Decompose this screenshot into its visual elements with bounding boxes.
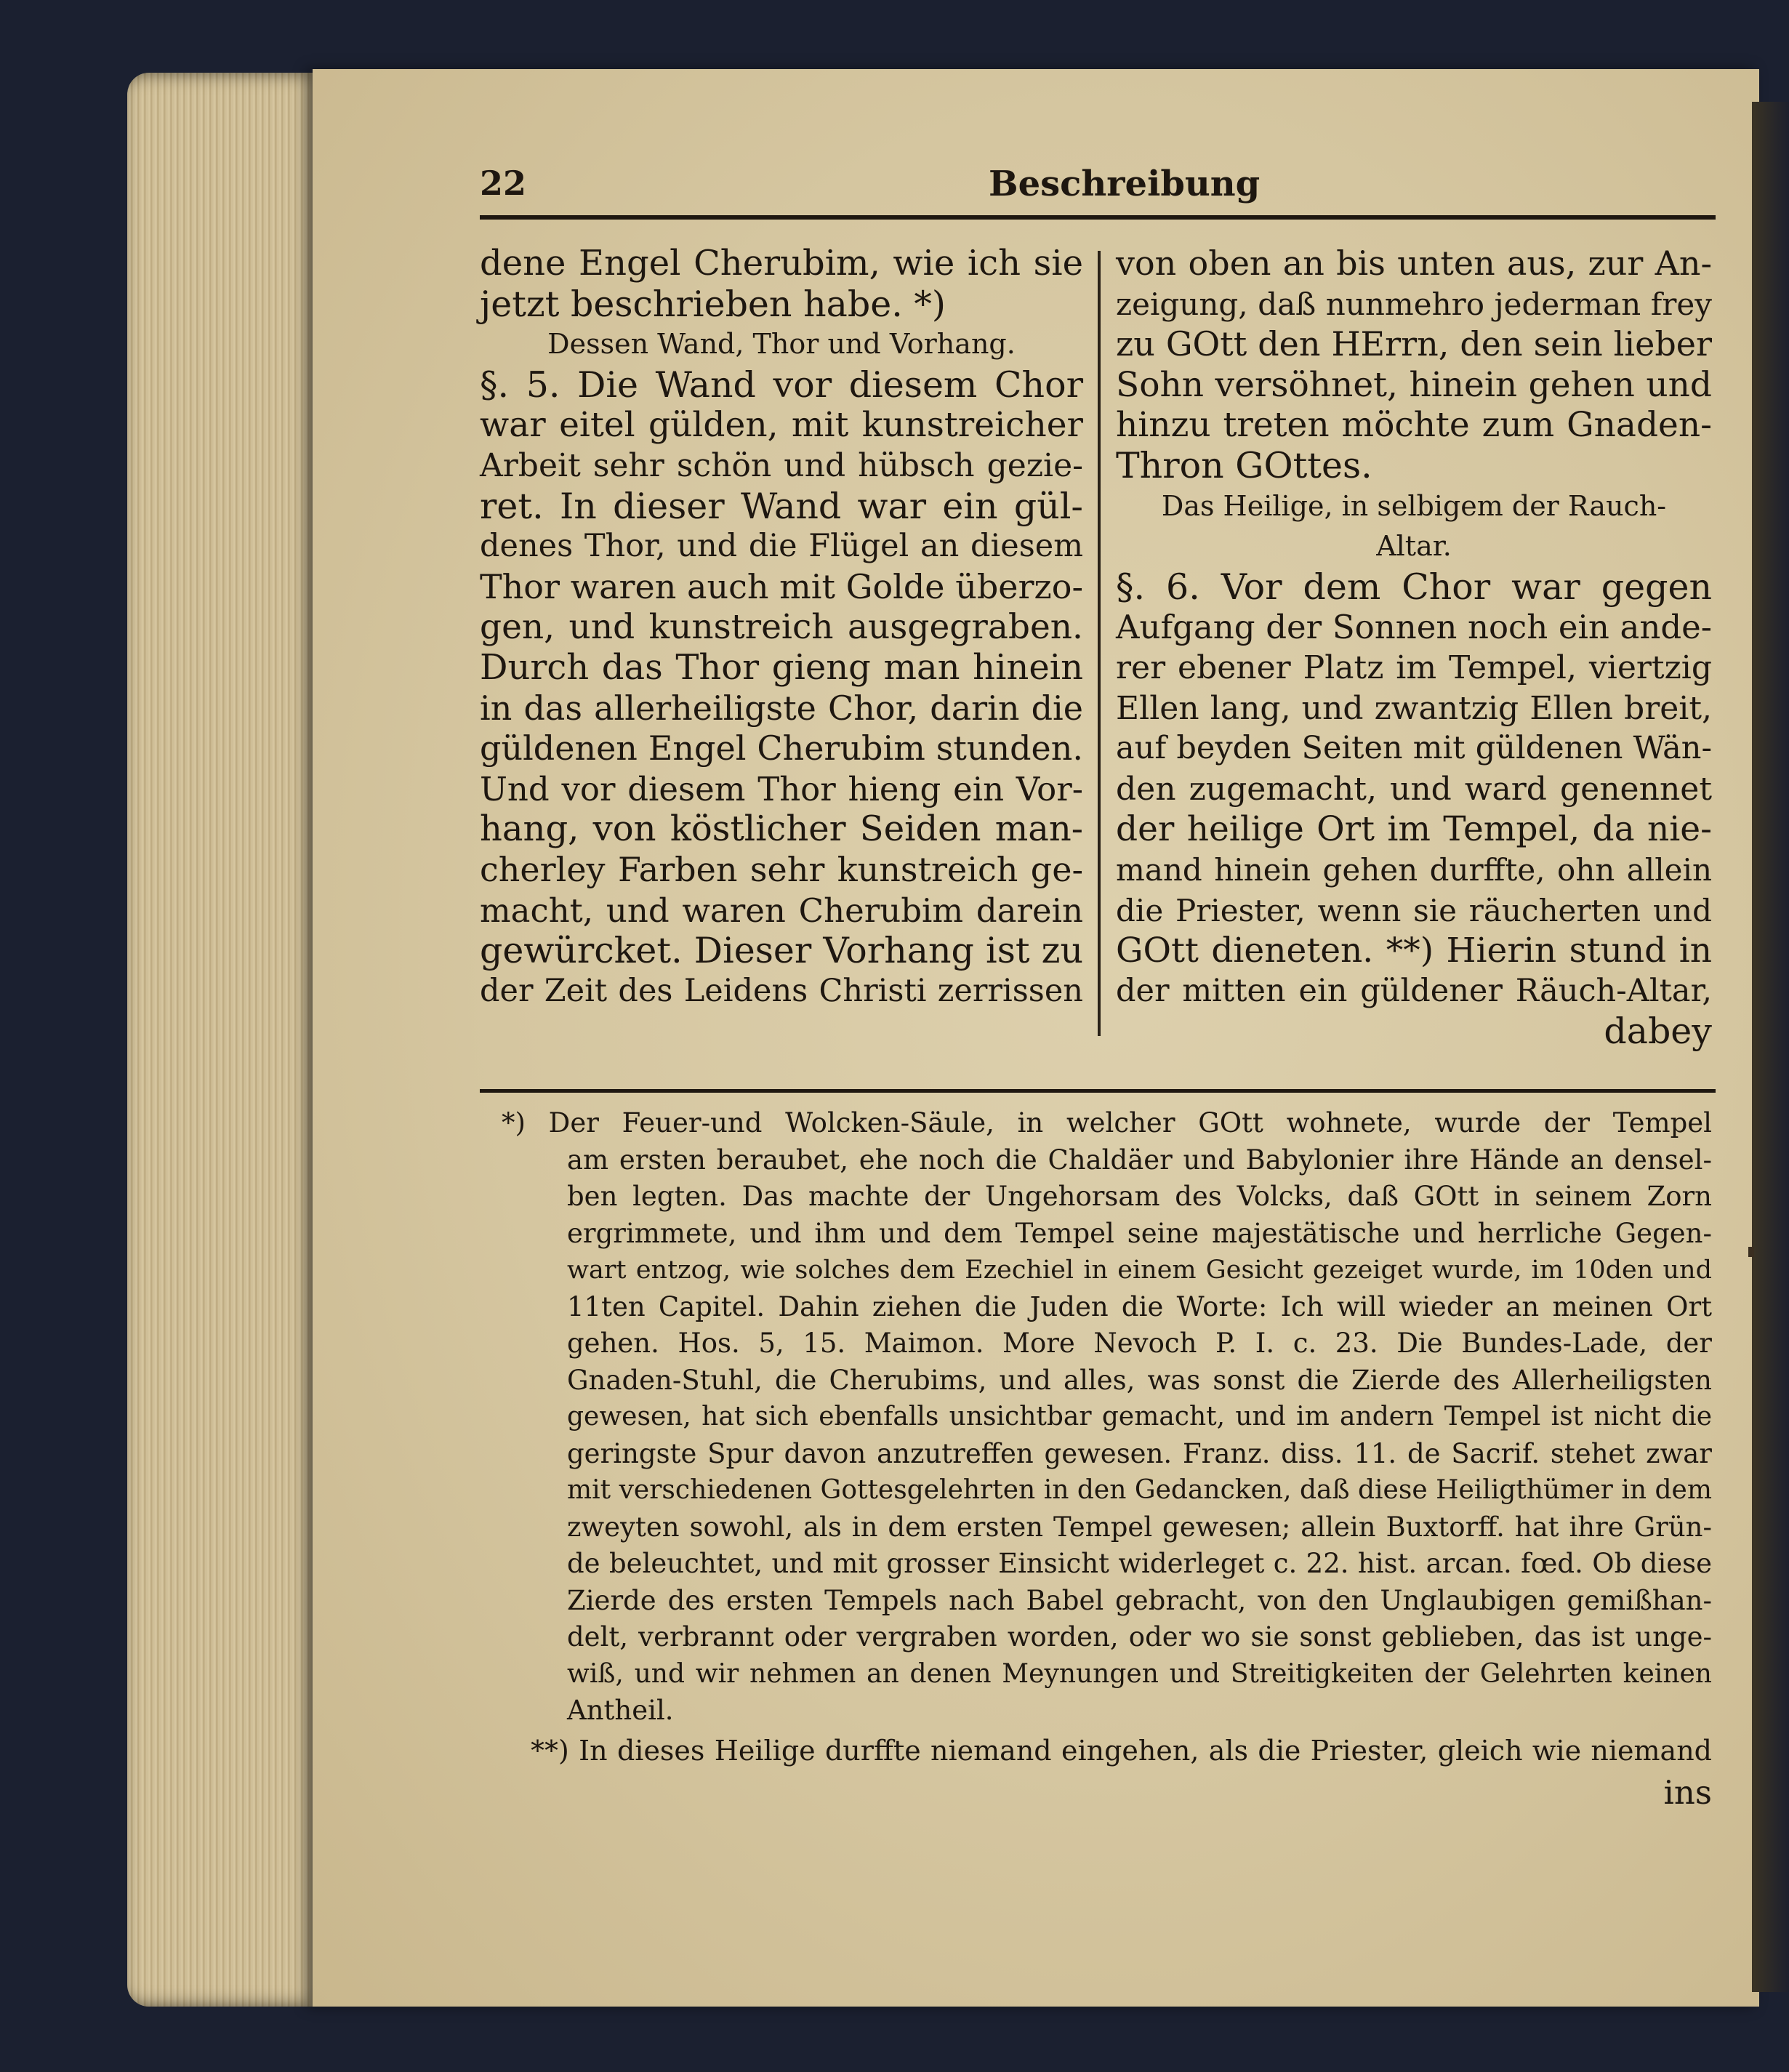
text-line: gewürcket. Dieser Vorhang ist zu — [480, 930, 1083, 972]
text-line: Und vor diesem Thor hieng ein Vor- — [480, 769, 1083, 808]
page-number: 22 — [480, 164, 527, 203]
text-line: gen, und kunstreich ausgegraben. — [480, 607, 1083, 648]
footnote-line: wiß, und wir nehmen an denen Meynungen und Streitigkeiten der Gelehrten keinen — [567, 1658, 1712, 1689]
footnote-line: 11ten Capitel. Dahin ziehen die Juden die Worte: Ich will wieder an meinen Ort — [567, 1290, 1712, 1322]
facing-page-edge — [1752, 102, 1789, 1992]
text-line: Ellen lang, und zwantzig Ellen breit, — [1116, 689, 1712, 727]
text-line: der Zeit des Leidens Christi zerrissen — [480, 972, 1083, 1009]
section-subhead: Dessen Wand, Thor und Vorhang. — [547, 328, 1016, 361]
text-line: ret. In dieser Wand war ein gül- — [480, 485, 1083, 527]
text-line: zu GOtt den HErrn, den sein lieber — [1116, 324, 1712, 364]
text-line: der mitten ein güldener Räuch-Altar, — [1116, 972, 1712, 1009]
text-line: hinzu treten möchte zum Gnaden- — [1116, 405, 1712, 446]
ink-speck — [1748, 1247, 1754, 1257]
text-line: güldenen Engel Cherubim stunden. — [480, 728, 1083, 768]
text-line: Aufgang der Sonnen noch ein ande- — [1116, 608, 1712, 647]
footnotes — [502, 1105, 1712, 1814]
footnote-line: zweyten sowohl, als in dem ersten Tempel gewesen; allein Buxtorff. hat ihre Grün- — [567, 1511, 1712, 1543]
footnote-line: *) Der Feuer-und Wolcken-Säule, in welcher GOtt wohnete, wurde der Tempel — [502, 1107, 1712, 1139]
footnote-line: gehen. Hos. 5, 15. Maimon. More Nevoch P. I. c. 23. Die Bundes-Lade, der — [567, 1328, 1712, 1359]
text-line: Thron GOttes. — [1116, 444, 1372, 486]
page-header — [480, 156, 1716, 214]
text-line: die Priester, wenn sie räucherten und — [1116, 892, 1712, 928]
footnote-line: delt, verbrannt oder vergraben worden, oder wo sie sonst geblieben, das ist unge- — [567, 1621, 1712, 1653]
footnote-line: geringste Spur davon anzutreffen gewesen. Franz. diss. 11. de Sacrif. stehet zwar — [567, 1437, 1712, 1469]
text-line: dene Engel Cherubim, wie ich sie — [480, 243, 1083, 284]
text-line: macht, und waren Cherubim darein — [480, 891, 1083, 930]
text-line: §. 6. Vor dem Chor war gegen — [1116, 566, 1712, 608]
section-subhead-continued: Altar. — [1376, 530, 1452, 563]
footnote-line: mit verschiedenen Gottesgelehrten in den Gedancken, daß diese Heiligthümer in dem — [567, 1475, 1712, 1505]
left-column — [480, 244, 1083, 1011]
footnote-line: gewesen, hat sich ebenfalls unsichtbar gemacht, und im andern Tempel ist nicht die — [567, 1402, 1712, 1431]
header-rule — [480, 215, 1716, 220]
text-line: GOtt dieneten. **) Hierin stund in — [1116, 931, 1712, 971]
text-line: cherley Farben sehr kunstreich ge- — [480, 849, 1083, 889]
catchword: dabey — [1604, 1011, 1712, 1053]
text-line: mand hinein gehen durffte, ohn allein — [1116, 851, 1712, 888]
footnote-line: **) In dieses Heilige durffte niemand eingehen, als die Priester, gleich wie niemand — [531, 1734, 1712, 1767]
footnote-line: de beleuchtet, und mit grosser Einsicht widerleget c. 22. hist. arcan. fœd. Ob diese — [567, 1548, 1712, 1579]
column-divider — [1098, 251, 1101, 1036]
right-column — [1116, 244, 1712, 1052]
catchword: ins — [1663, 1772, 1712, 1812]
book-page-edges — [127, 73, 323, 2007]
section-subhead: Das Heilige, in selbigem der Rauch- — [1161, 489, 1667, 522]
text-line: in das allerheiligste Chor, darin die — [480, 688, 1083, 728]
text-line: hang, von köstlicher Seiden man- — [480, 808, 1083, 850]
footnote-line: am ersten beraubet, ehe noch die Chaldäer und Babylonier ihre Hände an densel- — [567, 1144, 1712, 1176]
text-line: rer ebener Platz im Tempel, viertzig — [1116, 648, 1712, 686]
text-line: denes Thor, und die Flügel an diesem — [480, 528, 1083, 565]
footnote-line: ben legten. Das machte der Ungehorsam des Volcks, daß GOtt in seinem Zorn — [567, 1181, 1712, 1212]
text-line: war eitel gülden, mit kunstreicher — [480, 405, 1083, 446]
text-line: der heilige Ort im Tempel, da nie- — [1116, 809, 1712, 850]
text-line: Durch das Thor gieng man hinein — [480, 646, 1083, 688]
text-line: von oben an bis unten aus, zur An- — [1116, 244, 1712, 283]
footnote-rule — [480, 1089, 1716, 1093]
running-head: Beschreibung — [989, 164, 1261, 204]
text-line: zeigung, daß nunmehro jederman frey — [1116, 286, 1712, 322]
footnote-line: Zierde des ersten Tempels nach Babel gebracht, von den Unglaubigen gemißhan- — [567, 1584, 1712, 1616]
text-line: auf beyden Seiten mit güldenen Wän- — [1116, 730, 1712, 767]
text-line: jetzt beschrieben habe. *) — [480, 283, 946, 325]
footnote-line: Antheil. — [567, 1695, 674, 1726]
footnote-line: Gnaden-Stuhl, die Cherubims, und alles, was sonst die Zierde des Allerheiligsten — [567, 1364, 1712, 1396]
text-line: §. 5. Die Wand vor diesem Chor — [480, 364, 1083, 406]
text-line: Sohn versöhnet, hinein gehen und — [1116, 364, 1712, 405]
text-line: Thor waren auch mit Golde überzo- — [480, 566, 1083, 606]
footnote-line: wart entzog, wie solches dem Ezechiel in einem Gesicht gezeiget wurde, im 10den und — [567, 1256, 1712, 1285]
text-line: den zugemacht, und ward genennet — [1116, 770, 1712, 808]
footnote-line: ergrimmete, und ihm und dem Tempel seine majestätische und herrliche Gegen- — [567, 1217, 1712, 1249]
text-line: Arbeit sehr schön und hübsch gezie- — [480, 446, 1083, 484]
